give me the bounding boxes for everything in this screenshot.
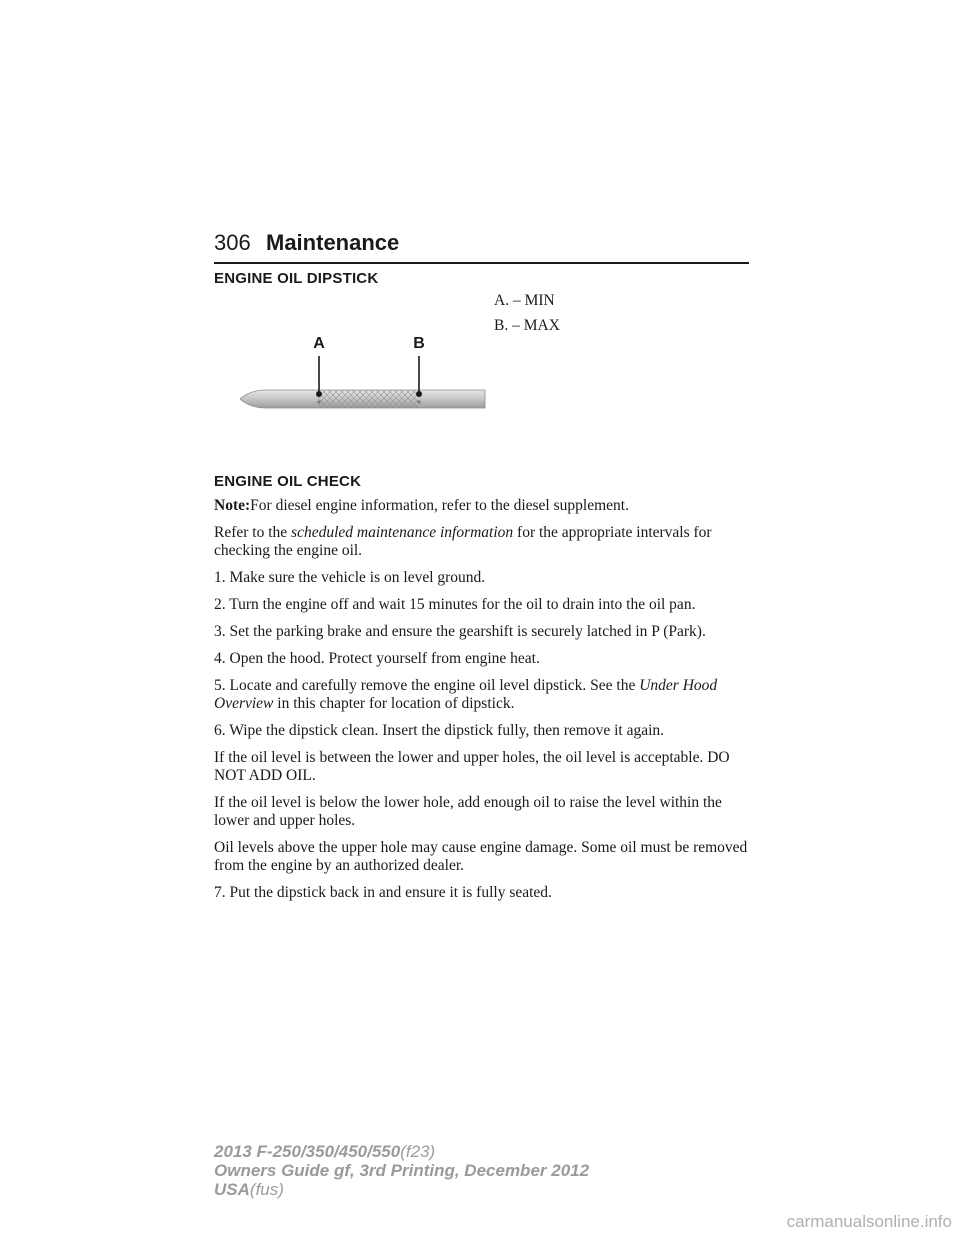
label-b: B	[413, 335, 425, 352]
footer-model: 2013 F-250/350/450/550	[214, 1142, 401, 1161]
page-header	[214, 228, 749, 264]
document-footer	[214, 1142, 589, 1199]
note-text: For diesel engine information, refer to the diesel supplement.	[250, 497, 629, 514]
note-label: Note:	[214, 497, 251, 514]
footer-line-3	[214, 1180, 589, 1199]
oil-check-heading: ENGINE OIL CHECK	[214, 473, 362, 490]
scheduled-maintenance-ref: scheduled maintenance information	[291, 524, 514, 541]
step-6: 6. Wipe the dipstick clean. Insert the dipstick fully, then remove it again.	[214, 722, 665, 739]
hole-min	[317, 400, 320, 403]
label-a: A	[313, 335, 325, 352]
step-3: 3. Set the parking brake and ensure the gearshift is securely latched in P (Park).	[214, 623, 706, 640]
footer-market-code: (fus)	[249, 1180, 284, 1199]
hole-max	[417, 400, 420, 403]
refer-prefix: Refer to the	[214, 524, 292, 541]
footer-model-code: (f23)	[400, 1142, 436, 1161]
step-2: 2. Turn the engine off and wait 15 minutes for the oil to drain into the oil pan.	[214, 596, 696, 613]
step-7: 7. Put the dipstick back in and ensure it is fully seated.	[214, 884, 552, 901]
hole-max-marker	[416, 391, 422, 397]
refer-paragraph	[214, 524, 754, 560]
step-1: 1. Make sure the vehicle is on level ground.	[214, 569, 486, 586]
step-4: 4. Open the hood. Protect yourself from engine heat.	[214, 650, 540, 667]
oil-check-body	[214, 497, 754, 911]
dipstick-heading: ENGINE OIL DIPSTICK	[214, 270, 379, 287]
under-hood-overview-ref: Under Hood Overview	[214, 677, 718, 712]
legend-item-min: A. – MIN	[494, 292, 555, 309]
refer-suffix: for the appropriate intervals for checking the engine oil.	[214, 524, 712, 559]
level-below-paragraph: If the oil level is below the lower hole, add enough oil to raise the level within the lower and upper holes.	[214, 794, 722, 829]
footer-line-1	[214, 1142, 589, 1161]
step-5-prefix: 5. Locate and carefully remove the engine oil level dipstick. See the	[214, 677, 640, 694]
dipstick-hatch-zone	[318, 390, 418, 408]
step-5-suffix: in this chapter for location of dipstick.	[273, 695, 515, 712]
watermark: carmanualsonline.info	[786, 1212, 952, 1231]
legend-item-max: B. – MAX	[494, 317, 560, 334]
note-paragraph	[214, 497, 754, 515]
page-number: 306	[214, 230, 251, 255]
step-5	[214, 677, 754, 713]
dipstick-illustration	[240, 320, 490, 420]
footer-line-2: Owners Guide gf, 3rd Printing, December 2012	[214, 1161, 590, 1180]
level-above-paragraph: Oil levels above the upper hole may cause engine damage. Some oil must be removed from the engine by an authorized dealer.	[214, 839, 748, 874]
footer-market: USA	[214, 1180, 250, 1199]
chapter-title: Maintenance	[266, 230, 400, 255]
hole-min-marker	[316, 391, 322, 397]
level-between-paragraph: If the oil level is between the lower and upper holes, the oil level is acceptable. DO NOT ADD OIL.	[214, 749, 730, 784]
